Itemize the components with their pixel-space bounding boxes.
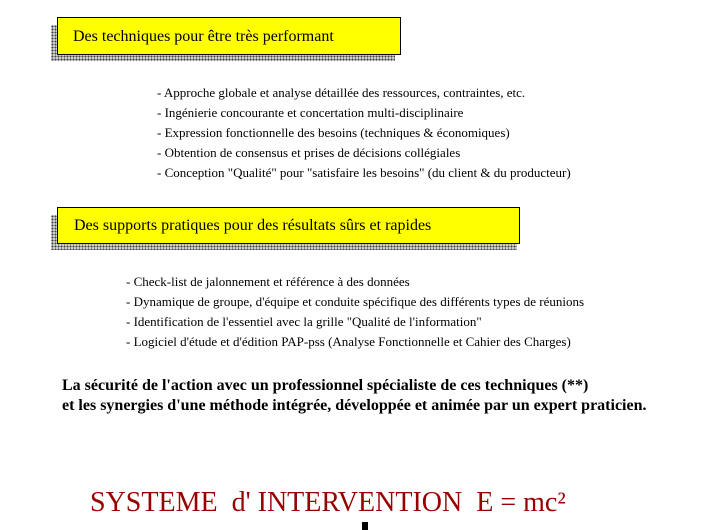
list-item: - Identification de l'essentiel avec la grille "Qualité de l'information"	[126, 314, 482, 329]
section1-list	[157, 83, 571, 183]
system-title: SYSTEME d' INTERVENTION E = mc²	[90, 487, 566, 518]
list-item: - Obtention de consensus et prises de décisions collégiales	[157, 145, 461, 160]
list-item: - Logiciel d'étude et d'édition PAP-pss (Analyse Fonctionnelle et Cahier des Charges)	[126, 334, 571, 349]
section2-list	[126, 272, 584, 352]
list-item: - Expression fonctionnelle des besoins (techniques & économiques)	[157, 125, 510, 140]
list-item: - Check-list de jalonnement et référence à des données	[126, 274, 410, 289]
list-item: - Approche globale et analyse détaillée des ressources, contraintes, etc.	[157, 85, 526, 100]
section2-title: Des supports pratiques pour des résultats sûrs et rapides	[74, 217, 432, 234]
section1-title: Des techniques pour être très performant	[73, 28, 334, 45]
statement-line-1: La sécurité de l'action avec un professionnel spécialiste de ces techniques (**)	[62, 377, 589, 394]
section1-banner	[57, 17, 401, 55]
statement-line-2: et les synergies d'une méthode intégrée, développée et animée par un expert praticien.	[62, 397, 647, 414]
statement	[62, 376, 647, 416]
bottom-mark	[362, 522, 368, 530]
list-item: - Ingénierie concourante et concertation multi-disciplinaire	[157, 105, 464, 120]
list-item: - Conception "Qualité" pour "satisfaire les besoins" (du client & du producteur)	[157, 165, 571, 180]
section2-banner	[57, 207, 520, 244]
list-item: - Dynamique de groupe, d'équipe et conduite spécifique des différents types de réunions	[126, 294, 585, 309]
